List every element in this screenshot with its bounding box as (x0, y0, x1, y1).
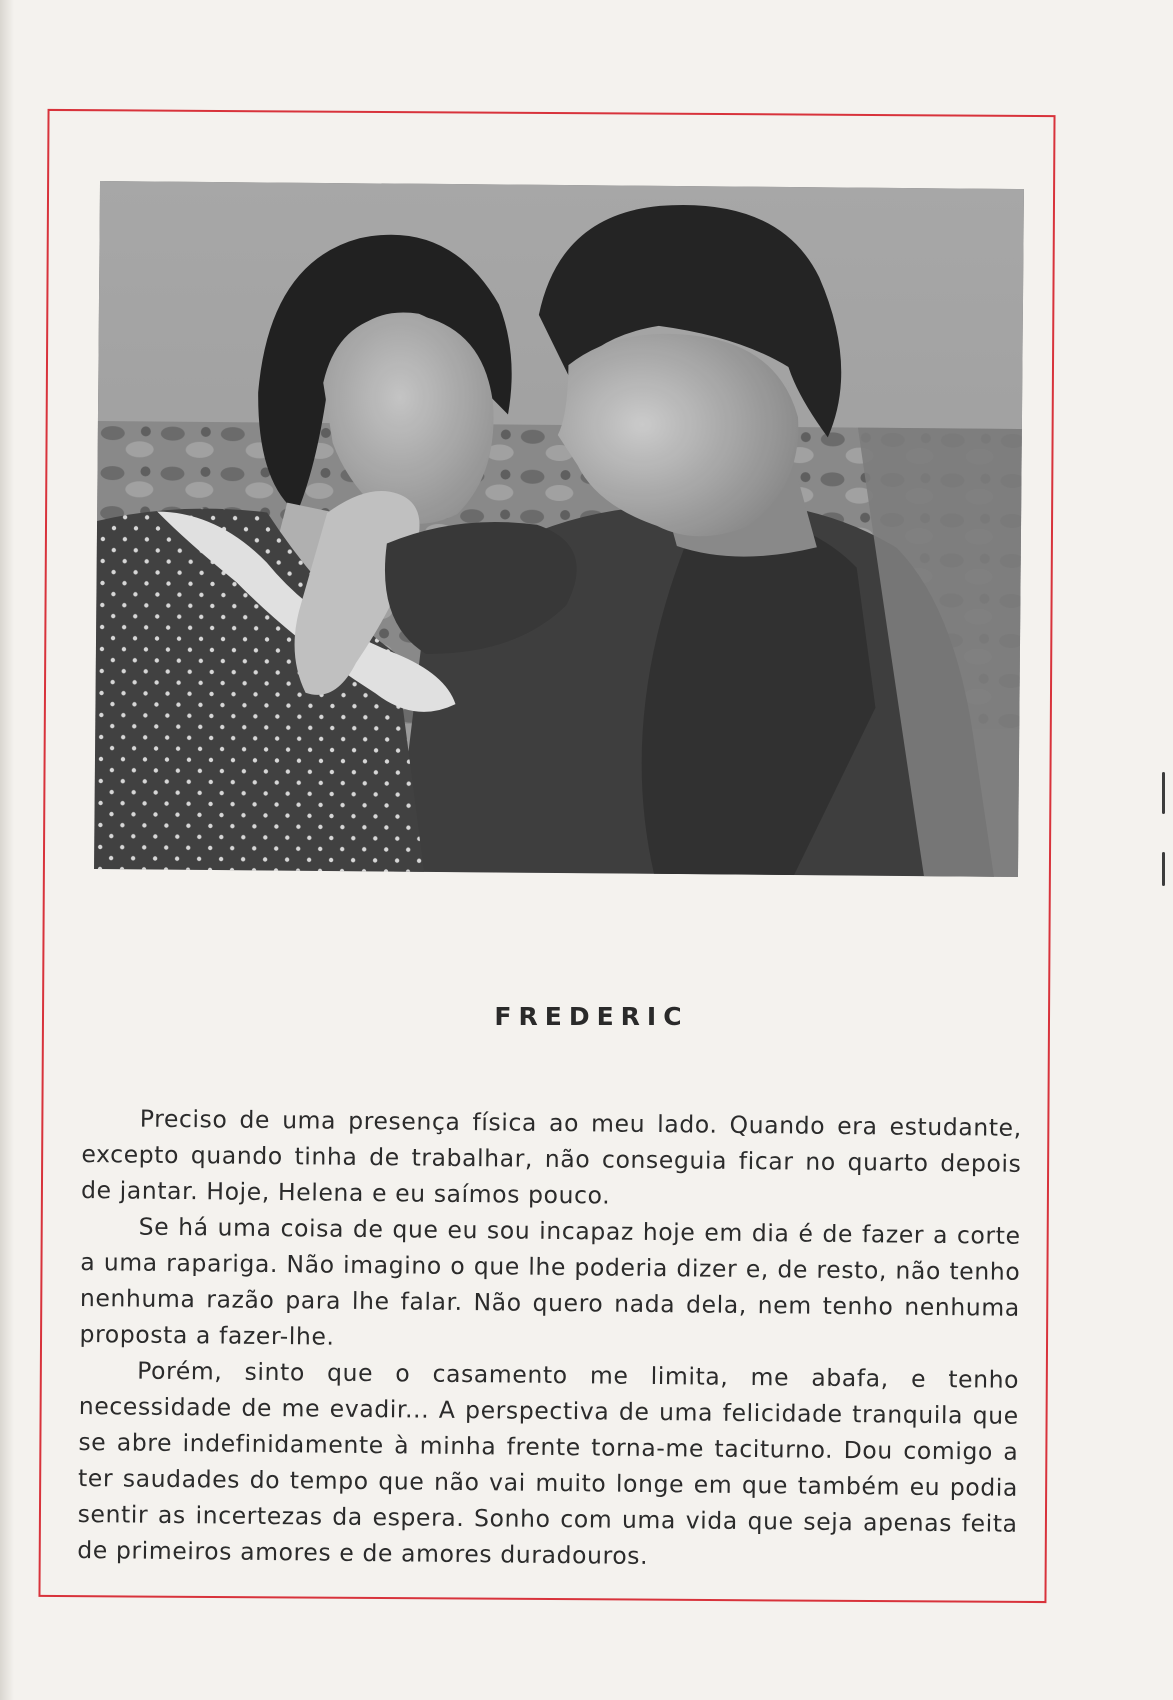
photograph-couple (94, 181, 1024, 877)
photograph (94, 181, 1024, 877)
body-text (77, 1100, 1022, 1578)
paragraph-1: Preciso de uma presença física ao meu lado. Quando era estudante, excepto quando tinha de trabalhar, não conseguia ficar no quarto depois de jantar. Hoje, Helena e eu saímos pouco. (80, 1104, 1022, 1210)
binding-mark-top (1162, 772, 1165, 814)
paper-edge-shadow (0, 0, 14, 1700)
binding-mark-bottom (1162, 852, 1165, 886)
paragraph-3: Porém, sinto que o casamento me limita, me abafa, e tenho necessidade de me evadir... A perspectiva de uma felicidade tranquila que se abre indefinidamente à minha frente torna-me taciturno. Dou comigo a ter saudades do tempo que não vai muito longe em que também eu podia sentir as incertezas da espera. Sonho com uma vida que seja apenas feita de primeiros amores e de amores duradouros. (77, 1356, 1020, 1570)
paragraph-2: Se há uma coisa de que eu sou incapaz hoje em dia é de fazer a corte a uma rapariga. Não imagino o que lhe poderia dizer e, de resto, não tenho nenhuma razão para lhe falar. Não quero nada dela, nem tenho nenhuma proposta a fazer-lhe. (79, 1212, 1021, 1351)
section-title: FREDERIC (494, 1002, 689, 1031)
